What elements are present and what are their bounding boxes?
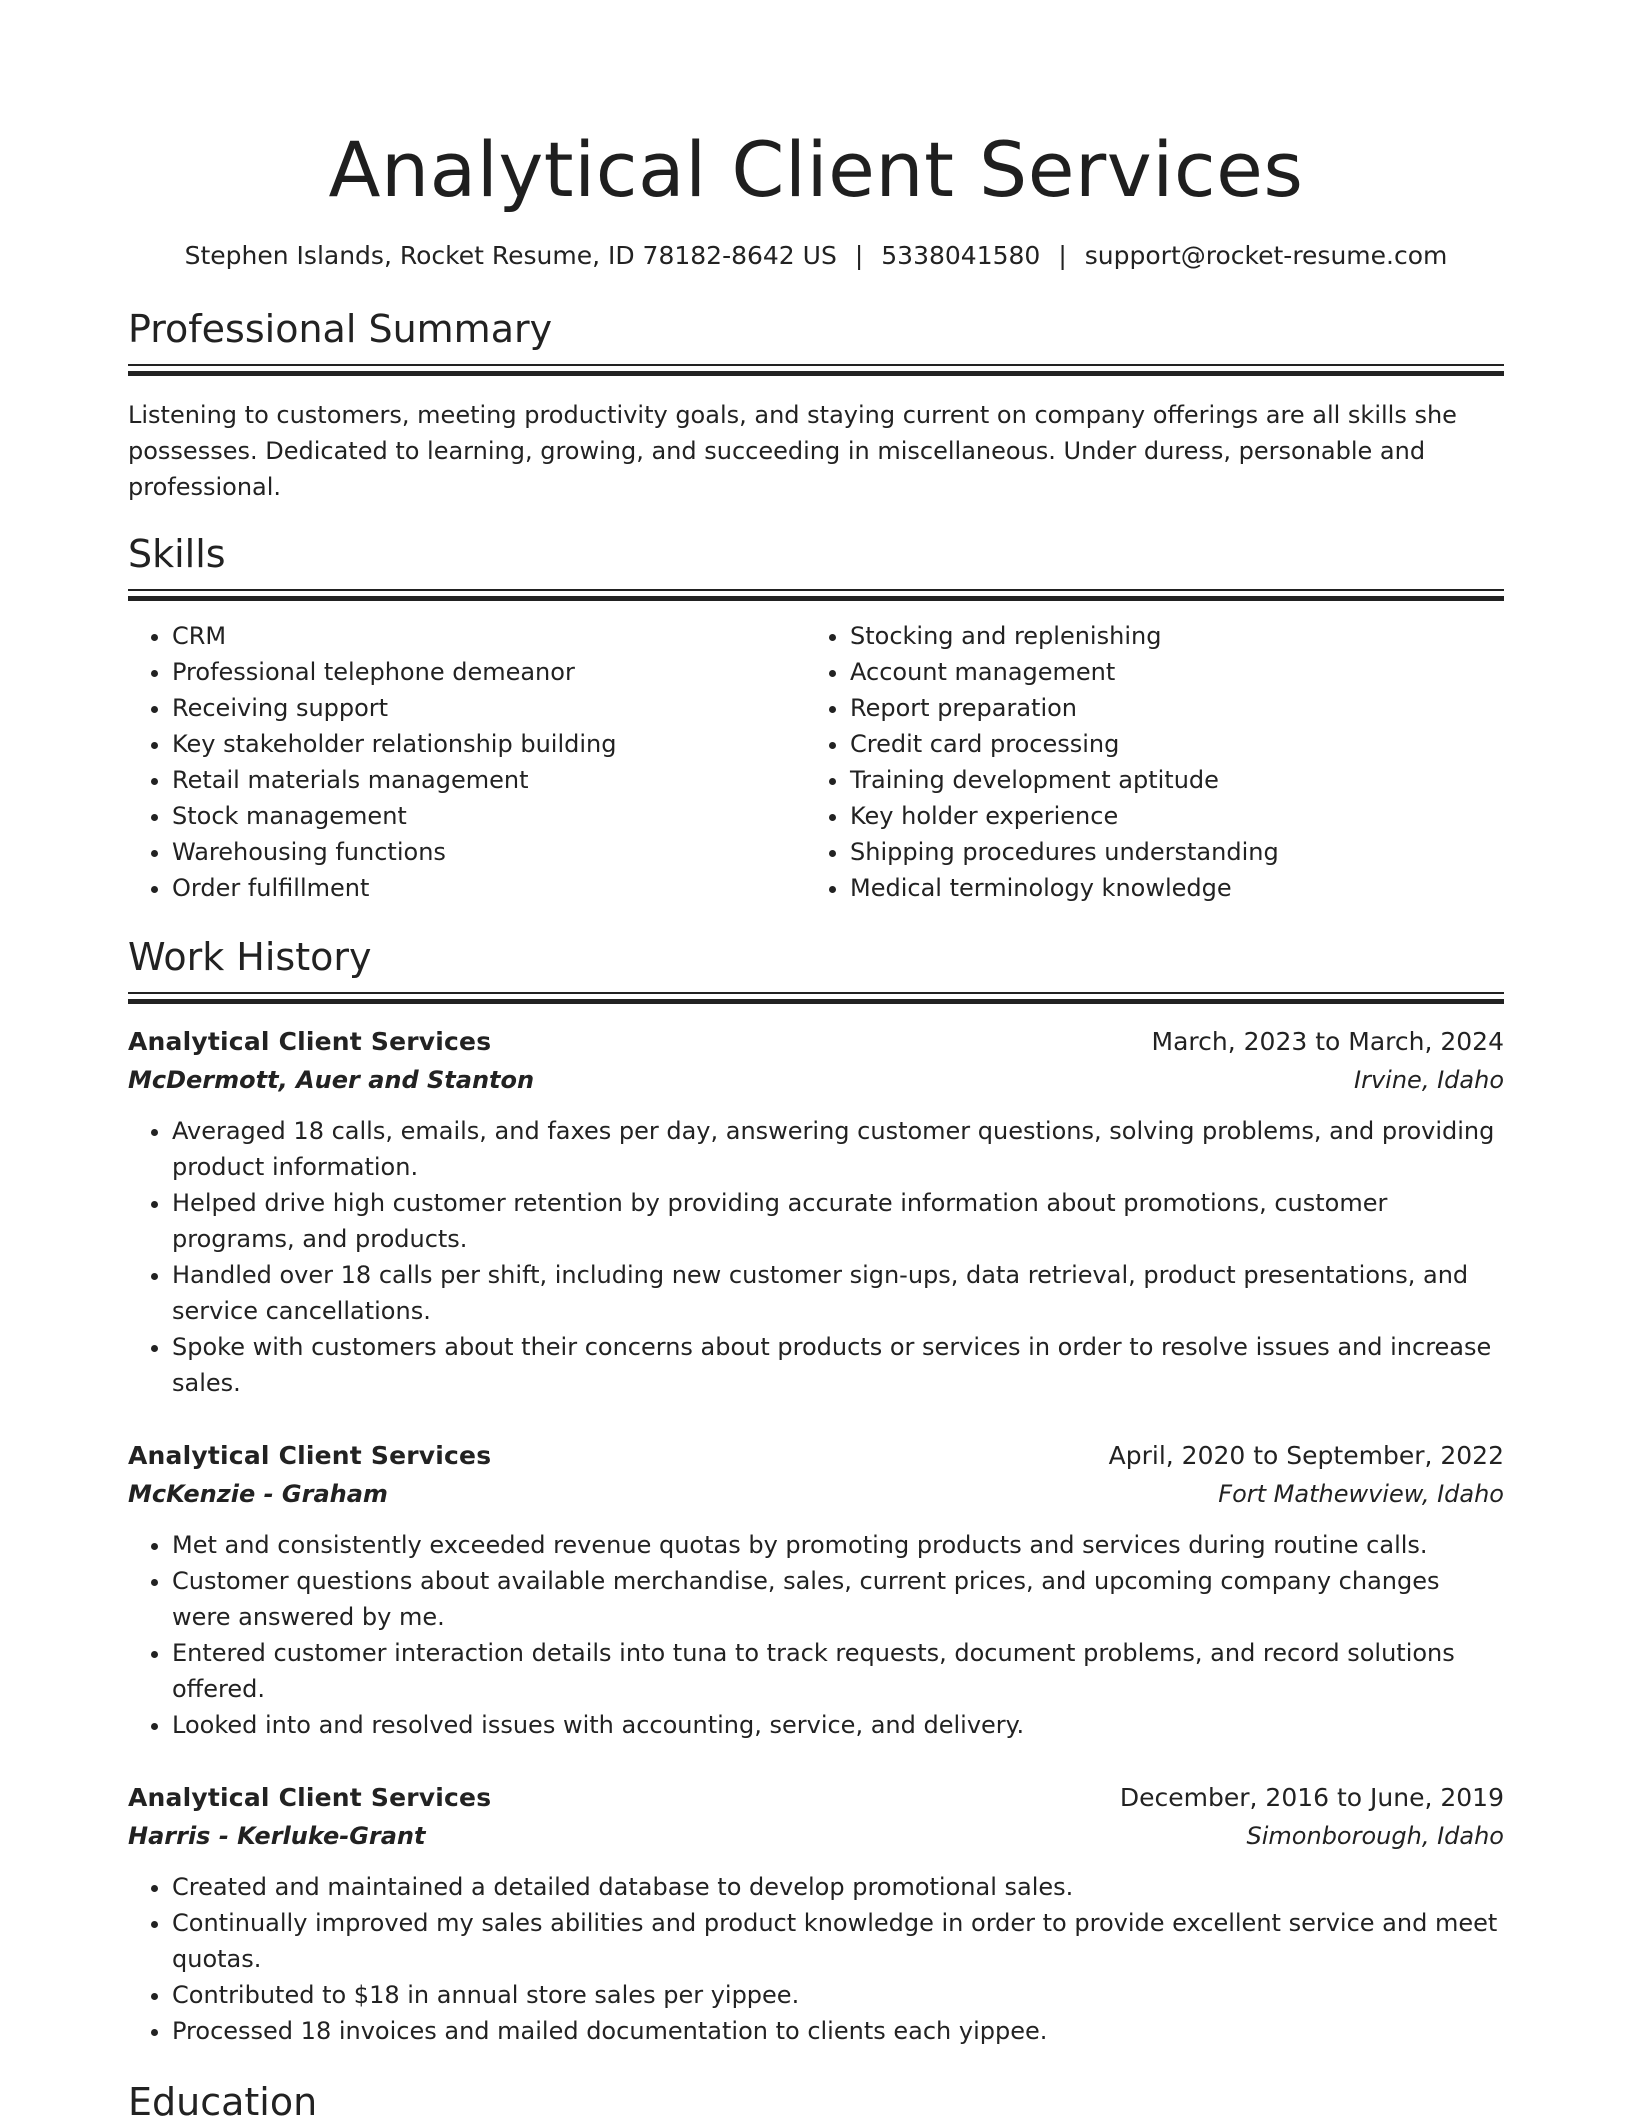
job-bullet: • Spoke with customers about their concerns about products or services in order to resolve issues and increase sales. [172,1329,1504,1401]
skill-item: • Receiving support [172,690,806,726]
job-subheader [128,1061,1504,1099]
section-divider [128,992,1504,1005]
skill-item: • CRM [172,618,806,654]
section-title-education: Education [128,2080,318,2124]
skills-columns [128,618,1504,906]
job-bullet: • Contributed to $18 in annual store sales per yippee. [172,1977,1504,2013]
job-entry [128,1779,1504,2049]
skill-item: • Warehousing functions [172,834,806,870]
skill-item: • Medical terminology knowledge [850,870,1484,906]
skill-item: • Training development aptitude [850,762,1484,798]
skill-item: • Retail materials management [172,762,806,798]
job-dates: March, 2023 to March, 2024 [1151,1027,1504,1056]
skill-item: • Order fulfillment [172,870,806,906]
section-title-skills: Skills [128,532,226,576]
job-header [128,1779,1504,1817]
job-bullet: • Averaged 18 calls, emails, and faxes per day, answering customer questions, solving problems, and providing product information. [172,1113,1504,1185]
skill-item: • Stocking and replenishing [850,618,1484,654]
job-subheader [128,1817,1504,1855]
contact-line [128,238,1504,274]
job-bullet: • Processed 18 invoices and mailed documentation to clients each yippee. [172,2013,1504,2049]
job-company: McDermott, Auer and Stanton [128,1066,535,1094]
skill-item: • Stock management [172,798,806,834]
job-title: Analytical Client Services [128,1441,492,1470]
job-bullet: • Continually improved my sales abilities and product knowledge in order to provide excellent service and meet quotas. [172,1905,1504,1977]
skills-list-left [128,618,806,906]
job-location: Fort Mathewview, Idaho [1218,1480,1504,1508]
resume-page [128,0,1504,2127]
job-company: McKenzie - Graham [128,1480,388,1508]
summary-text: Listening to customers, meeting productivity goals, and staying current on company offerings are all skills she possesses. Dedicated to learning, growing, and succeeding in miscellaneous. Under duress, personable and professional. [128,401,1457,501]
job-entry [128,1437,1504,1743]
job-title: Analytical Client Services [128,1027,492,1056]
job-bullet: • Looked into and resolved issues with accounting, service, and delivery. [172,1707,1504,1743]
job-title: Analytical Client Services [128,1783,492,1812]
contact-address: Stephen Islands, Rocket Resume, ID 78182-8642 US [184,241,837,270]
skill-item: • Key stakeholder relationship building [172,726,806,762]
job-entry [128,1023,1504,1401]
contact-email: support@rocket-resume.com [1084,241,1448,270]
job-bullet: • Helped drive high customer retention by providing accurate information about promotions, customer programs, and products. [172,1185,1504,1257]
job-bullet: • Handled over 18 calls per shift, including new customer sign-ups, data retrieval, product presentations, and service cancellations. [172,1257,1504,1329]
work-history-section [128,932,1504,2049]
job-subheader [128,1475,1504,1513]
job-dates: December, 2016 to June, 2019 [1119,1783,1504,1812]
job-bullet: • Met and consistently exceeded revenue quotas by promoting products and services during routine calls. [172,1527,1504,1563]
contact-separator: | [1058,241,1067,270]
section-divider [128,364,1504,377]
job-header [128,1023,1504,1061]
job-bullet: • Entered customer interaction details into tuna to track requests, document problems, and record solutions offered. [172,1635,1504,1707]
job-bullets [128,1113,1504,1401]
job-location: Irvine, Idaho [1354,1066,1504,1094]
skill-item: • Credit card processing [850,726,1484,762]
job-header [128,1437,1504,1475]
summary-section [128,304,1504,505]
skill-item: • Account management [850,654,1484,690]
skills-list-right [806,618,1484,906]
job-bullet: • Customer questions about available merchandise, sales, current prices, and upcoming company changes were answered by me. [172,1563,1504,1635]
skill-item: • Report preparation [850,690,1484,726]
skills-section [128,529,1504,906]
section-divider [128,589,1504,602]
education-section [128,2077,1504,2127]
contact-phone: 5338041580 [881,241,1041,270]
job-bullets [128,1527,1504,1743]
contact-separator: | [854,241,864,270]
section-title-work-history: Work History [128,935,372,979]
resume-name: Analytical Client Services [328,125,1304,214]
job-company: Harris - Kerluke-Grant [128,1822,426,1850]
job-location: Simonborough, Idaho [1246,1822,1504,1850]
section-title-summary: Professional Summary [128,307,553,351]
job-bullet: • Created and maintained a detailed database to develop promotional sales. [172,1869,1504,1905]
job-dates: April, 2020 to September, 2022 [1108,1441,1504,1470]
skill-item: • Key holder experience [850,798,1484,834]
skill-item: • Shipping procedures understanding [850,834,1484,870]
skill-item: • Professional telephone demeanor [172,654,806,690]
job-bullets [128,1869,1504,2049]
